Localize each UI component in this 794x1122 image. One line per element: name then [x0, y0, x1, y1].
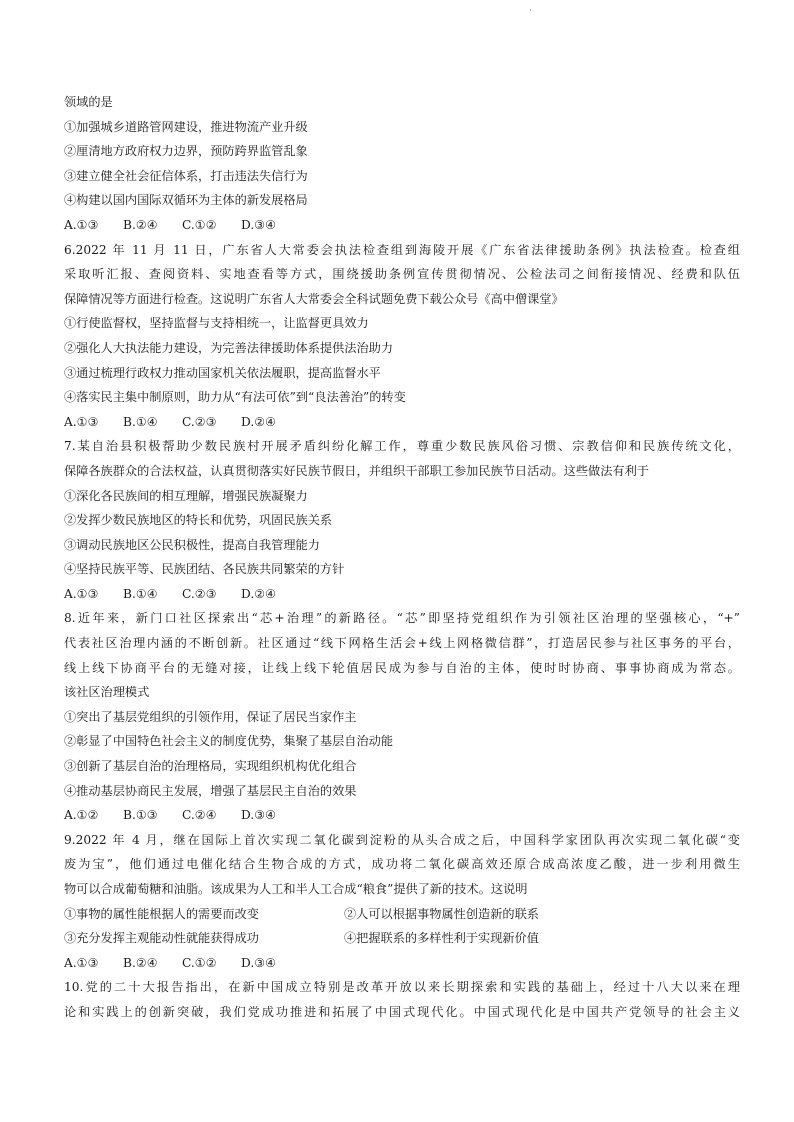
page-mark: ·: [529, 6, 532, 16]
q8-stem-line-1: 8.近年来，新门口社区探索出“芯+治理”的新路径。“芯”即坚持党组织作为引领社区治理的坚强核心，“+”: [64, 611, 740, 626]
q7-stem-line-2: 保障各族群众的合法权益，认真贯彻落实好民族节假日，并组织干部职工参加民族节日活动。这些做法有利于: [64, 463, 649, 478]
q9-stem-line-3: 物可以合成葡萄糖和油脂。该成果为人工和半人工合成“粮食”提供了新的技术。这说明: [64, 882, 528, 896]
q6-stem-line-3: 保障情况等方面进行检查。这说明广东省人大常委会全科试题免费下载公众号《高中僧课堂》: [64, 291, 564, 306]
q8-answer-choices: [64, 803, 740, 828]
q9-answer-choices: [64, 951, 740, 976]
q9-option-2: ②人可以根据事物属性创造新的联系: [344, 906, 539, 921]
q5-option-4: ④构建以国内国际双循环为主体的新发展格局: [64, 193, 308, 208]
q8-choice-c: C.②④: [182, 808, 217, 823]
q9-choice-c: C.①②: [182, 955, 217, 970]
q9-option-1: ①事物的属性能根据人的需要而改变: [64, 906, 259, 921]
q7-stem-line-1: 7.某自治县积极帮助少数民族村开展矛盾纠纷化解工作，尊重少数民族风俗习惯、宗教信仰和民族传统文化，: [64, 439, 740, 454]
q10-stem-line-1: 10.党的二十大报告指出，在新中国成立特别是改革开放以来长期探索和实践的基础上，经过十八大以来在理: [64, 980, 740, 995]
q5-choice-d: D.③④: [241, 217, 277, 232]
q8-stem-line-4: 该社区治理模式: [64, 685, 150, 700]
q5-option-2: ②厘清地方政府权力边界，预防跨界监管乱象: [64, 144, 308, 159]
q6-choice-c: C.②③: [182, 414, 217, 429]
q6-option-4: ④落实民主集中制原则，助力从“有法可依”到“良法善治”的转变: [64, 390, 406, 405]
q6-choice-a: A.①③: [64, 414, 99, 429]
q6-choice-d: D.②④: [241, 414, 277, 429]
q8-choice-d: D.③④: [241, 808, 277, 823]
q8-choice-b: B.①③: [123, 808, 158, 823]
q5-stem-tail: 领域的是: [64, 95, 113, 109]
q6-option-3: ③通过梳理行政权力推动国家机关依法履职，提高监督水平: [64, 365, 381, 380]
q8-option-4: ④推动基层协商民主发展，增强了基层民主自治的效果: [64, 783, 357, 798]
q7-choice-b: B.①④: [123, 586, 158, 601]
q7-answer-choices: [64, 582, 740, 607]
q6-option-1: ①行使监督权，坚持监督与支持相统一，让监督更具效力: [64, 316, 369, 331]
q8-choice-a: A.①②: [64, 808, 99, 823]
q7-choice-d: D.②④: [241, 586, 277, 601]
q9-stem-line-1: 9.2022 年 4 月，继在国际上首次实现二氧化碳到淀粉的从头合成之后，中国科学家团队再次实现二氧化碳“变: [64, 832, 740, 847]
q6-answer-choices: [64, 410, 740, 435]
q5-choice-c: C.①②: [182, 217, 217, 232]
q7-choice-c: C.②③: [182, 586, 217, 601]
q5-option-3: ③建立健全社会征信体系，打击违法失信行为: [64, 168, 308, 183]
q7-option-4: ④坚持民族平等、民族团结、各民族共同繁荣的方针: [64, 562, 345, 577]
q8-option-3: ③创新了基层自治的治理格局，实现组织机构优化组合: [64, 759, 357, 774]
q5-choice-a: A.①③: [64, 217, 99, 232]
q9-stem-line-2: 废为宝”，他们通过电催化结合生物合成的方式，成功将二氧化碳高效还原合成高浓度乙酸，进一步利用微生: [64, 857, 740, 872]
q8-option-2: ②彰显了中国特色社会主义的制度优势，集聚了基层自治动能: [64, 734, 394, 749]
q7-option-2: ②发挥少数民族地区的特长和优势，巩固民族关系: [64, 513, 333, 528]
q9-option-4: ④把握联系的多样性利于实现新价值: [344, 931, 539, 946]
q6-stem-line-2: 采取听汇报、查阅资料、实地查看等方式，围绕援助条例宣传贯彻情况、公检法司之间衔接情况、经费和队伍: [64, 267, 740, 282]
page-content: [64, 90, 740, 1025]
q9-option-3: ③充分发挥主观能动性就能获得成功: [64, 931, 259, 946]
q6-stem-line-1: 6.2022 年 11 月 11 日，广东省人大常委会执法检查组到海陵开展《广东省法律援助条例》执法检查。检查组: [64, 242, 740, 257]
q9-choice-a: A.①③: [64, 955, 99, 970]
q5-option-1: ①加强城乡道路管网建设，推进物流产业升级: [64, 119, 308, 134]
q7-option-3: ③调动民族地区公民积极性，提高自我管理能力: [64, 537, 320, 552]
q9-options-row-2: [64, 926, 740, 951]
q6-option-2: ②强化人大执法能力建设，为完善法律援助体系提供法治助力: [64, 340, 394, 355]
q9-choice-d: D.③④: [241, 955, 277, 970]
q5-choice-b: B.②④: [123, 217, 158, 232]
q8-stem-line-3: 线上线下协商平台的无缝对接，让线上线下轮值居民成为参与自治的主体，使时时协商、事事协商成为常态。: [64, 660, 740, 675]
q7-option-1: ①深化各民族间的相互理解，增强民族凝聚力: [64, 488, 308, 503]
q7-choice-a: A.①③: [64, 586, 99, 601]
q6-choice-b: B.①④: [123, 414, 158, 429]
q9-choice-b: B.②④: [123, 955, 158, 970]
q9-options-row-1: [64, 902, 740, 927]
q8-option-1: ①突出了基层党组织的引领作用，保证了居民当家作主: [64, 709, 357, 724]
q8-stem-line-2: 代表社区治理内涵的不断创新。社区通过“线下网格生活会+线上网格微信群”，打造居民参与社区事务的平台，: [64, 636, 740, 651]
q5-answer-choices: [64, 213, 740, 238]
q10-stem-line-2: 论和实践上的创新突破，我们党成功推进和拓展了中国式现代化。中国式现代化是中国共产党领导的社会主义: [64, 1004, 740, 1019]
